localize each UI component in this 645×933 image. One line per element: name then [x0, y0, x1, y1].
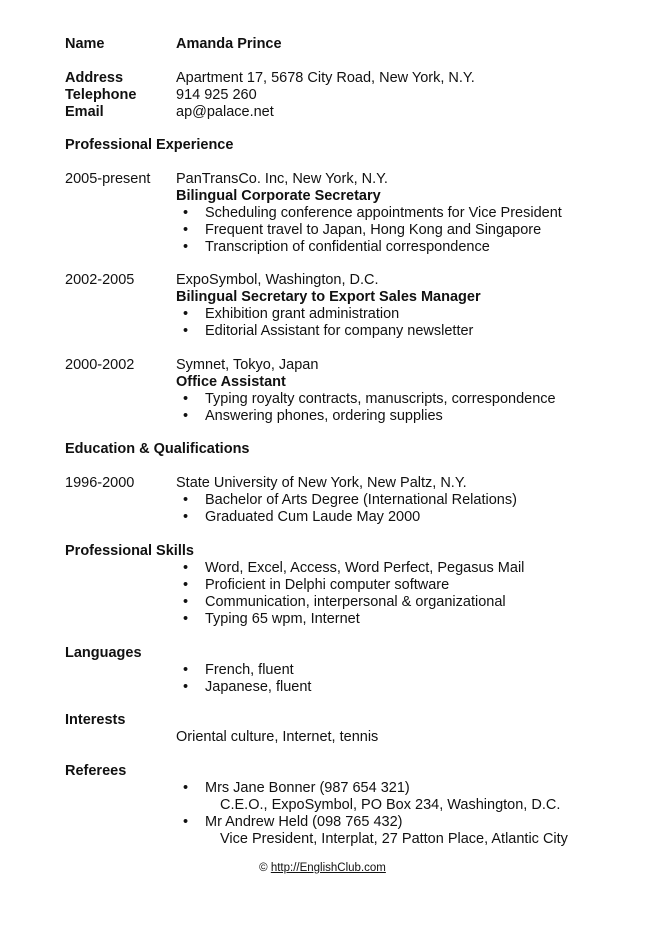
job-row [0, 357, 645, 374]
referee-name: Mr Andrew Held (098 765 432) [205, 814, 403, 830]
telephone-label: Telephone [65, 87, 137, 103]
job-title-row [0, 374, 645, 391]
bullet-icon: • [183, 408, 189, 424]
name-row [0, 36, 645, 53]
bullet-icon: • [183, 306, 189, 322]
list-item-text: Bachelor of Arts Degree (International Relations) [205, 492, 517, 508]
education-heading-row [0, 441, 645, 458]
email-row [0, 104, 645, 121]
interests-heading: Interests [65, 712, 126, 728]
interests-text: Oriental culture, Internet, tennis [176, 729, 379, 745]
job-company: ExpoSymbol, Washington, D.C. [176, 272, 379, 288]
job-title: Bilingual Corporate Secretary [176, 188, 381, 204]
experience-heading-row [0, 137, 645, 154]
referees-heading: Referees [65, 763, 127, 779]
job-title: Office Assistant [176, 374, 286, 390]
bullet-icon: • [183, 577, 189, 593]
list-item-text: Typing 65 wpm, Internet [205, 611, 360, 627]
telephone-value: 914 925 260 [176, 87, 257, 103]
list-item [0, 679, 645, 696]
job-row [0, 272, 645, 289]
address-label: Address [65, 70, 124, 86]
list-item-text: Editorial Assistant for company newsletter [205, 323, 474, 339]
bullet-icon: • [183, 222, 189, 238]
job-dates: 2000-2002 [65, 357, 135, 373]
list-item [0, 306, 645, 323]
email-label: Email [65, 104, 104, 120]
bullet-icon: • [183, 323, 189, 339]
languages-heading-row [0, 645, 645, 662]
job-dates: 2005-present [65, 171, 151, 187]
list-item [0, 577, 645, 594]
job-company: PanTransCo. Inc, New York, N.Y. [176, 171, 388, 187]
list-item-text: Typing royalty contracts, manuscripts, correspondence [205, 391, 556, 407]
job-dates: 2002-2005 [65, 272, 135, 288]
footer [0, 862, 645, 874]
bullet-icon: • [183, 239, 189, 255]
list-item [0, 222, 645, 239]
list-item [0, 323, 645, 340]
email-value: ap@palace.net [176, 104, 274, 120]
bullet-icon: • [183, 492, 189, 508]
list-item-text: Answering phones, ordering supplies [205, 408, 443, 424]
skills-heading: Professional Skills [65, 543, 194, 559]
list-item [0, 611, 645, 628]
languages-heading: Languages [65, 645, 142, 661]
englishclub-link[interactable]: http://EnglishClub.com [270, 862, 386, 874]
bullet-icon: • [183, 780, 189, 796]
telephone-row [0, 87, 645, 104]
list-item [0, 594, 645, 611]
list-item [0, 205, 645, 222]
bullet-icon: • [183, 679, 189, 695]
list-item [0, 239, 645, 256]
list-item-text: Transcription of confidential correspondence [205, 239, 490, 255]
education-row [0, 475, 645, 492]
candidate-name: Amanda Prince [176, 36, 282, 52]
list-item-text: Japanese, fluent [205, 679, 312, 695]
list-item-text: Graduated Cum Laude May 2000 [205, 509, 421, 525]
list-item [0, 560, 645, 577]
job-row [0, 171, 645, 188]
job-title-row [0, 188, 645, 205]
list-item-text: French, fluent [205, 662, 294, 678]
list-item [0, 662, 645, 679]
referee-detail-row [0, 797, 645, 814]
list-item [0, 509, 645, 526]
bullet-icon: • [183, 662, 189, 678]
bullet-icon: • [183, 205, 189, 221]
list-item-text: Exhibition grant administration [205, 306, 400, 322]
job-company: Symnet, Tokyo, Japan [176, 357, 319, 373]
address-value: Apartment 17, 5678 City Road, New York, N.Y. [176, 70, 475, 86]
list-item-text: Communication, interpersonal & organizational [205, 594, 506, 610]
referee-detail: Vice President, Interplat, 27 Patton Place, Atlantic City [220, 831, 568, 847]
interests-heading-row [0, 712, 645, 729]
education-school: State University of New York, New Paltz, N.Y. [176, 475, 467, 491]
list-item [0, 780, 645, 797]
list-item-text: Proficient in Delphi computer software [205, 577, 450, 593]
referee-name: Mrs Jane Bonner (987 654 321) [205, 780, 410, 796]
address-row [0, 70, 645, 87]
list-item-text: Scheduling conference appointments for Vice President [205, 205, 562, 221]
bullet-icon: • [183, 391, 189, 407]
bullet-icon: • [183, 611, 189, 627]
bullet-icon: • [183, 509, 189, 525]
interests-row [0, 729, 645, 746]
list-item-text: Frequent travel to Japan, Hong Kong and Singapore [205, 222, 542, 238]
list-item [0, 814, 645, 831]
job-title: Bilingual Secretary to Export Sales Manager [176, 289, 481, 305]
bullet-icon: • [183, 560, 189, 576]
job-title-row [0, 289, 645, 306]
bullet-icon: • [183, 594, 189, 610]
referee-detail: C.E.O., ExpoSymbol, PO Box 234, Washington, D.C. [220, 797, 561, 813]
name-label: Name [65, 36, 105, 52]
skills-heading-row [0, 543, 645, 560]
referees-heading-row [0, 763, 645, 780]
list-item [0, 391, 645, 408]
experience-heading: Professional Experience [65, 137, 234, 153]
referee-detail-row [0, 831, 645, 848]
list-item [0, 492, 645, 509]
list-item [0, 408, 645, 425]
bullet-icon: • [183, 814, 189, 830]
education-heading: Education & Qualifications [65, 441, 250, 457]
education-dates: 1996-2000 [65, 475, 135, 491]
list-item-text: Word, Excel, Access, Word Perfect, Pegasus Mail [205, 560, 525, 576]
copyright-icon: © [259, 862, 268, 874]
